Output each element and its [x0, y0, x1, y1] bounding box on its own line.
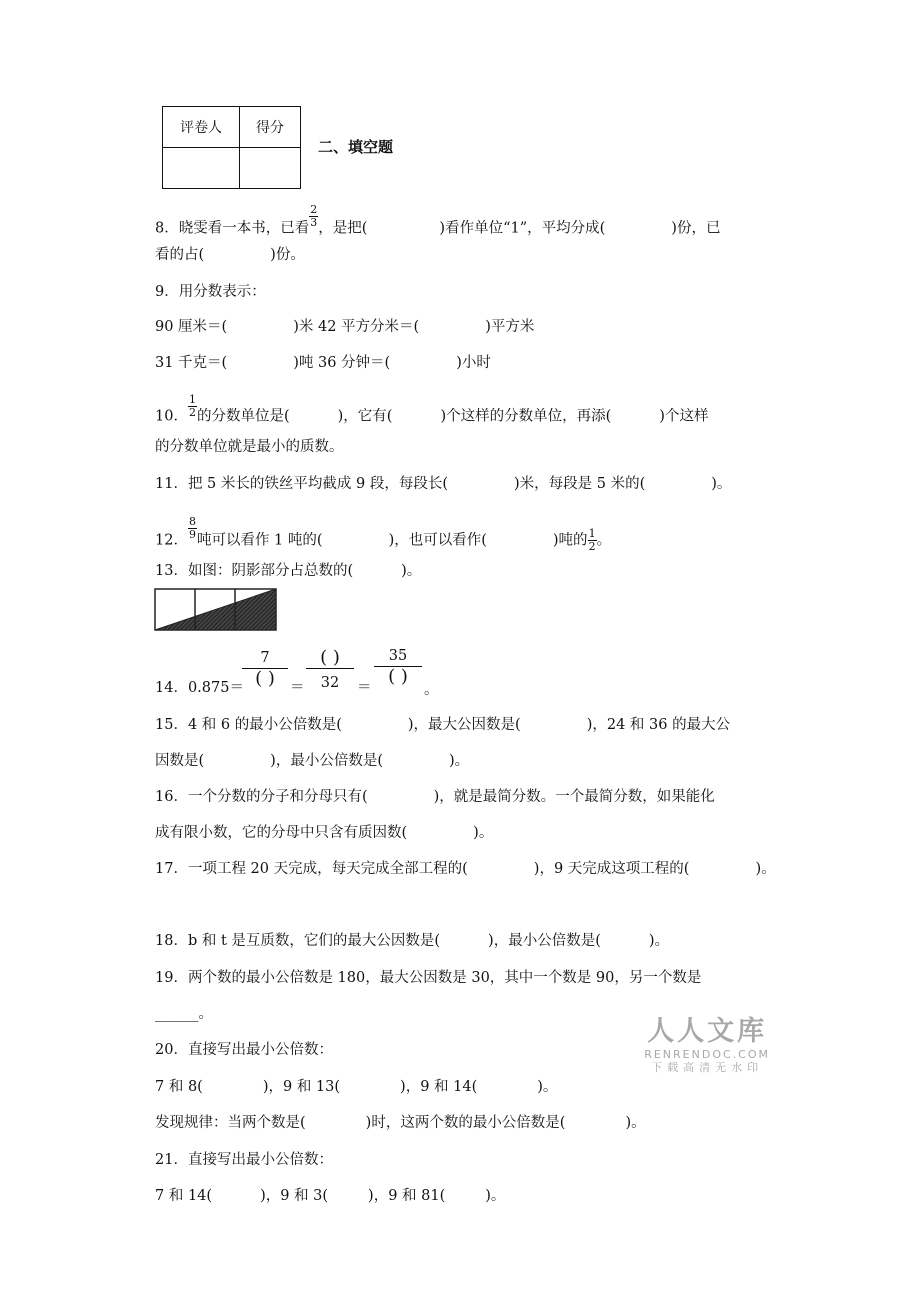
score-table — [162, 106, 301, 189]
score-header: 得分 — [240, 107, 301, 148]
question-8: 8．晓雯看一本书，已看 $\frac{2}{3}$ ，是把( )看作单位“1”，平均分成( )份，已 — [155, 203, 721, 237]
question-20-line-2: 发现规律：当两个数是( )时，这两个数的最小公倍数是( )。 — [155, 1115, 646, 1131]
reviewer-cell[interactable] — [163, 148, 240, 189]
shaded-rectangle-figure — [154, 588, 278, 632]
question-13: 13．如图：阴影部分占总数的( )。 — [155, 563, 422, 579]
fraction-seven-over-blank: 7 ( ) — [242, 648, 288, 689]
fraction-blank-over-32: ( ) 32 — [306, 648, 354, 693]
question-17: 17．一项工程 20 天完成，每天完成全部工程的( )，9 天完成这项工程的( )。 — [155, 861, 776, 877]
question-20-title: 20．直接写出最小公倍数： — [155, 1042, 333, 1058]
question-9-line-1: 90 厘米＝( )米 42 平方分米＝( )平方米 — [155, 319, 535, 335]
question-15: 15．4 和 6 的最小公倍数是( )，最大公因数是( )，24 和 36 的最大公 — [155, 717, 731, 733]
question-11: 11．把 5 米长的铁丝平均截成 9 段，每段长( )米，每段是 5 米的( )。 — [155, 476, 732, 492]
question-21-line-1: 7 和 14( )，9 和 3( )，9 和 81( )。 — [155, 1188, 506, 1204]
fraction-two-thirds: $\frac{2}{3}$ — [310, 203, 318, 229]
fraction-one-half: $\frac{1}{2}$ — [588, 527, 596, 553]
question-20-line-1: 7 和 8( )，9 和 13( )，9 和 14( )。 — [155, 1079, 558, 1095]
question-19: 19．两个数的最小公倍数是 180，最大公因数是 30，其中一个数是 90，另一个数是 — [155, 970, 702, 986]
question-12: 12． $\frac{8}{9}$ 吨可以看作 1 吨的( )，也可以看作( )吨的 $\frac{1}{2}$ 。 — [155, 515, 612, 553]
fraction-35-over-blank: 35 ( ) — [374, 646, 422, 687]
watermark-logo: 人人文库 RENRENDOC.COM 下载高清无水印 — [644, 1016, 770, 1074]
question-14: 14．0.875＝ — [155, 680, 244, 696]
fraction-one-half: $\frac{1}{2}$ — [188, 393, 196, 419]
question-15-line-2: 因数是( )，最小公倍数是( )。 — [155, 753, 470, 769]
question-8-line-2: 看的占( )份。 — [155, 247, 305, 263]
section-title: 二、填空题 — [318, 138, 394, 156]
question-10-line-2: 的分数单位就是最小的质数。 — [155, 439, 344, 455]
question-21-title: 21．直接写出最小公倍数： — [155, 1152, 333, 1168]
fraction-eight-ninths: $\frac{8}{9}$ — [188, 515, 196, 541]
question-10: 10． $\frac{1}{2}$ 的分数单位是( )，它有( )个这样的分数单位，再添( )个这样 — [155, 393, 709, 425]
score-cell[interactable] — [240, 148, 301, 189]
question-16: 16．一个分数的分子和分母只有( )，就是最简分数。一个最简分数，如果能化 — [155, 789, 715, 805]
reviewer-header: 评卷人 — [163, 107, 240, 148]
question-16-line-2: 成有限小数，它的分母中只含有质因数( )。 — [155, 825, 494, 841]
question-19-line-2[interactable]: ______。 — [155, 1006, 213, 1022]
question-9-title: 9．用分数表示： — [155, 284, 266, 300]
question-9-line-2: 31 千克＝( )吨 36 分钟＝( )小时 — [155, 355, 491, 371]
question-18: 18．b 和 t 是互质数，它们的最大公因数是( )，最小公倍数是( )。 — [155, 933, 670, 949]
